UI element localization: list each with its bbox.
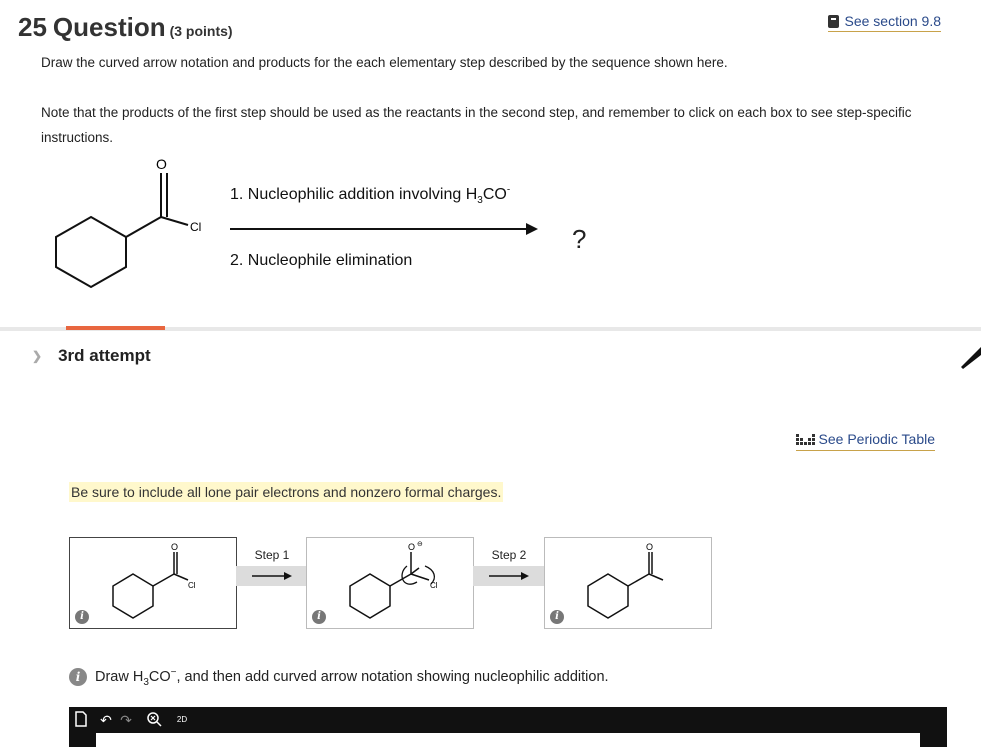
chlorine-label: Cl xyxy=(190,220,202,234)
attempt-label: 3rd attempt xyxy=(58,346,151,365)
acyl-chloride-structure xyxy=(50,155,220,295)
info-icon[interactable]: i xyxy=(550,610,564,624)
formal-charge-note: Be sure to include all lone pair electrons and nonzero formal charges. xyxy=(71,484,502,500)
periodic-table-link[interactable] xyxy=(796,431,935,451)
periodic-table-label: See Periodic Table xyxy=(818,431,935,447)
zoom-icon[interactable] xyxy=(145,711,163,729)
reactant-structure xyxy=(70,538,236,628)
new-icon[interactable] xyxy=(72,711,90,729)
chevron-down-icon: ❯ xyxy=(32,349,43,363)
question-header xyxy=(18,12,233,43)
step1-text xyxy=(230,184,511,207)
hint-sup: − xyxy=(170,667,177,679)
step2-bar xyxy=(473,566,545,586)
step1-sup: - xyxy=(506,184,511,196)
step1-text-a: 1. Nucleophilic addition involving H xyxy=(230,186,478,203)
step2-label: Step 2 xyxy=(491,548,527,562)
2d-icon[interactable]: 2D xyxy=(176,715,188,724)
instruction-line-1: Draw the curved arrow notation and products for the each elementary step described by the sequence shown here. xyxy=(41,55,728,70)
redo-icon[interactable]: ↷ xyxy=(120,712,132,728)
box2-charge: ⊖ xyxy=(417,540,423,548)
question-number: 25 xyxy=(18,12,47,42)
instruction-line-3: instructions. xyxy=(41,130,114,145)
intermediate-structure xyxy=(307,538,473,628)
step2-text: 2. Nucleophile elimination xyxy=(230,252,413,269)
book-icon xyxy=(828,15,839,28)
box2-chlorine: Cl xyxy=(430,581,438,590)
step1-label: Step 1 xyxy=(254,548,290,562)
box1-chlorine: Cl xyxy=(188,581,196,590)
unknown-product: ? xyxy=(572,224,587,254)
info-icon[interactable]: i xyxy=(312,610,326,624)
intermediate-box[interactable] xyxy=(306,537,474,629)
active-tab-indicator xyxy=(66,326,165,330)
info-icon: i xyxy=(69,668,87,686)
hint-text xyxy=(95,667,609,688)
periodic-table-icon xyxy=(796,434,815,445)
hint-b: CO xyxy=(148,669,171,685)
hint-c: , and then add curved arrow notation showing nucleophilic addition. xyxy=(176,669,609,685)
drawing-canvas[interactable] xyxy=(96,733,920,747)
hint-a: Draw H xyxy=(95,669,144,685)
see-section-label: See section 9.8 xyxy=(844,13,941,29)
question-title: Question xyxy=(52,12,166,42)
oxygen-label: O xyxy=(156,156,167,172)
question-points: (3 points) xyxy=(169,23,233,39)
undo-icon[interactable]: ↶ xyxy=(100,712,112,728)
instruction-line-2: Note that the products of the first step should be used as the reactants in the second step, and remember to click on each box to see step-specific xyxy=(41,105,912,120)
hint-sub: 3 xyxy=(143,676,149,688)
box3-oxygen: O xyxy=(646,542,654,552)
step2-connector xyxy=(473,548,545,586)
product-box[interactable] xyxy=(544,537,712,629)
attempt-toggle[interactable] xyxy=(32,346,151,366)
info-icon[interactable]: i xyxy=(75,610,89,624)
see-section-link[interactable] xyxy=(828,13,941,32)
step1-arrow xyxy=(236,566,308,586)
step1-connector xyxy=(236,548,308,586)
box2-oxygen: O xyxy=(408,542,416,552)
reactant-box[interactable] xyxy=(69,537,237,629)
drawing-toolbar xyxy=(69,707,947,747)
step-hint xyxy=(69,668,609,686)
pencil-icon[interactable] xyxy=(959,343,981,371)
step1-sub: 3 xyxy=(477,195,483,207)
step1-text-b: CO xyxy=(482,186,507,203)
step1-bar xyxy=(236,566,308,586)
product-structure xyxy=(545,538,711,628)
step2-arrow xyxy=(473,566,545,586)
reaction-arrow xyxy=(230,222,540,236)
box1-oxygen: O xyxy=(171,542,179,552)
